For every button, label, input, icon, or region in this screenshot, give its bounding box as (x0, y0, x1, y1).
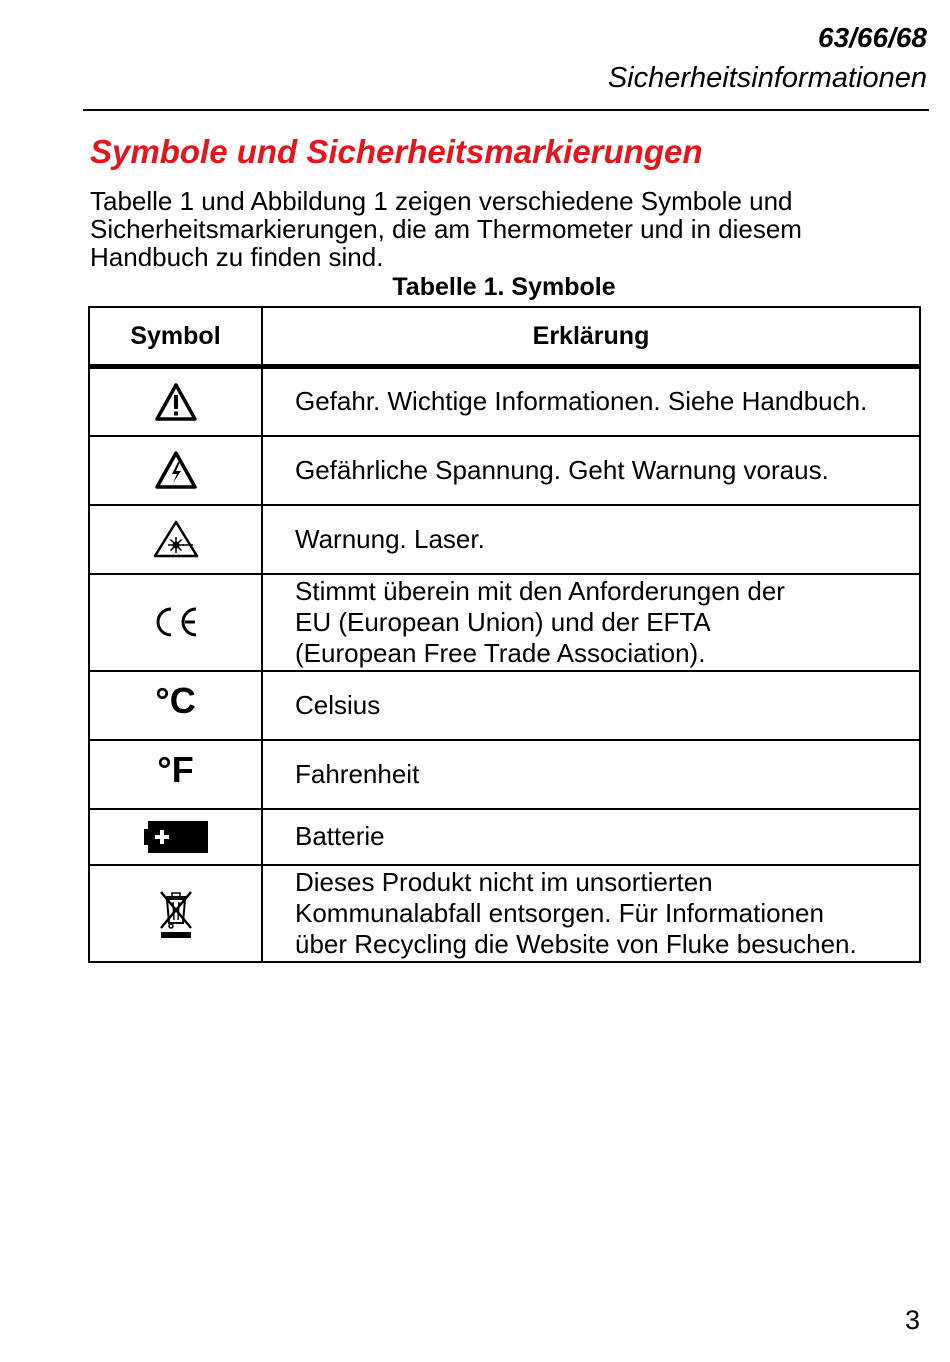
symbol-cell (89, 740, 262, 809)
explanation-line: Gefährliche Spannung. Geht Warnung voraus. (295, 454, 829, 485)
table-row (89, 671, 920, 740)
symbol-cell (89, 505, 262, 574)
explanation-line: (European Free Trade Association). (295, 637, 706, 668)
high-voltage-icon (154, 450, 198, 490)
explanation-cell (262, 809, 920, 865)
explanation-line: Gefahr. Wichtige Informationen. Siehe Handbuch. (295, 386, 868, 417)
table-row (89, 574, 920, 671)
symbol-cell (89, 367, 262, 436)
explanation-line: Batterie (295, 821, 385, 851)
ce-mark-icon (151, 604, 201, 640)
symbol-cell (89, 809, 262, 865)
explanation-line: EU (European Union) und der EFTA (295, 606, 711, 637)
crossed-out-bin-icon (156, 887, 196, 939)
page-heading: Symbole und Sicherheitsmarkierungen (90, 133, 703, 170)
explanation-line: Celsius (295, 689, 381, 720)
battery-icon (144, 819, 208, 855)
header-rule (83, 109, 929, 111)
explanation-cell (262, 865, 920, 962)
symbol-cell (89, 574, 262, 671)
page-number: 3 (904, 1305, 920, 1335)
warning-triangle-icon (154, 382, 198, 422)
symbol-cell (89, 865, 262, 962)
explanation-line: Fahrenheit (295, 758, 420, 789)
table-row (89, 865, 920, 962)
explanation-cell (262, 574, 920, 671)
intro-line: Handbuch zu finden sind. (90, 242, 384, 272)
header-explanation: Erklärung (262, 307, 920, 367)
header-symbol: Symbol (89, 307, 262, 367)
symbol-cell (89, 671, 262, 740)
fahrenheit-symbol: °F (157, 749, 194, 790)
table-row (89, 436, 920, 505)
intro-line: Sicherheitsmarkierungen, die am Thermometer und in diesem (90, 214, 802, 244)
explanation-line: Kommunalabfall entsorgen. Für Informationen (295, 897, 824, 928)
section-title: Sicherheitsinformationen (607, 62, 927, 94)
model-number: 63/66/68 (818, 22, 927, 53)
table-row (89, 505, 920, 574)
explanation-cell (262, 671, 920, 740)
explanation-line: Stimmt überein mit den Anforderungen der (295, 575, 785, 606)
intro-paragraph (90, 187, 910, 271)
table-row (89, 809, 920, 865)
symbols-table (88, 306, 921, 963)
explanation-cell (262, 505, 920, 574)
explanation-line: über Recycling die Website von Fluke besuchen. (295, 928, 857, 959)
laser-warning-icon (152, 519, 200, 559)
intro-line: Tabelle 1 und Abbildung 1 zeigen verschiedene Symbole und (90, 186, 793, 216)
explanation-line: Dieses Produkt nicht im unsortierten (295, 866, 713, 897)
table-row (89, 367, 920, 436)
table-caption: Tabelle 1. Symbole (392, 273, 616, 301)
table-header-row (89, 307, 920, 367)
symbol-cell (89, 436, 262, 505)
celsius-symbol: °C (155, 680, 196, 721)
explanation-cell (262, 740, 920, 809)
explanation-cell (262, 367, 920, 436)
table-row (89, 740, 920, 809)
explanation-cell (262, 436, 920, 505)
explanation-line: Warnung. Laser. (295, 523, 485, 554)
